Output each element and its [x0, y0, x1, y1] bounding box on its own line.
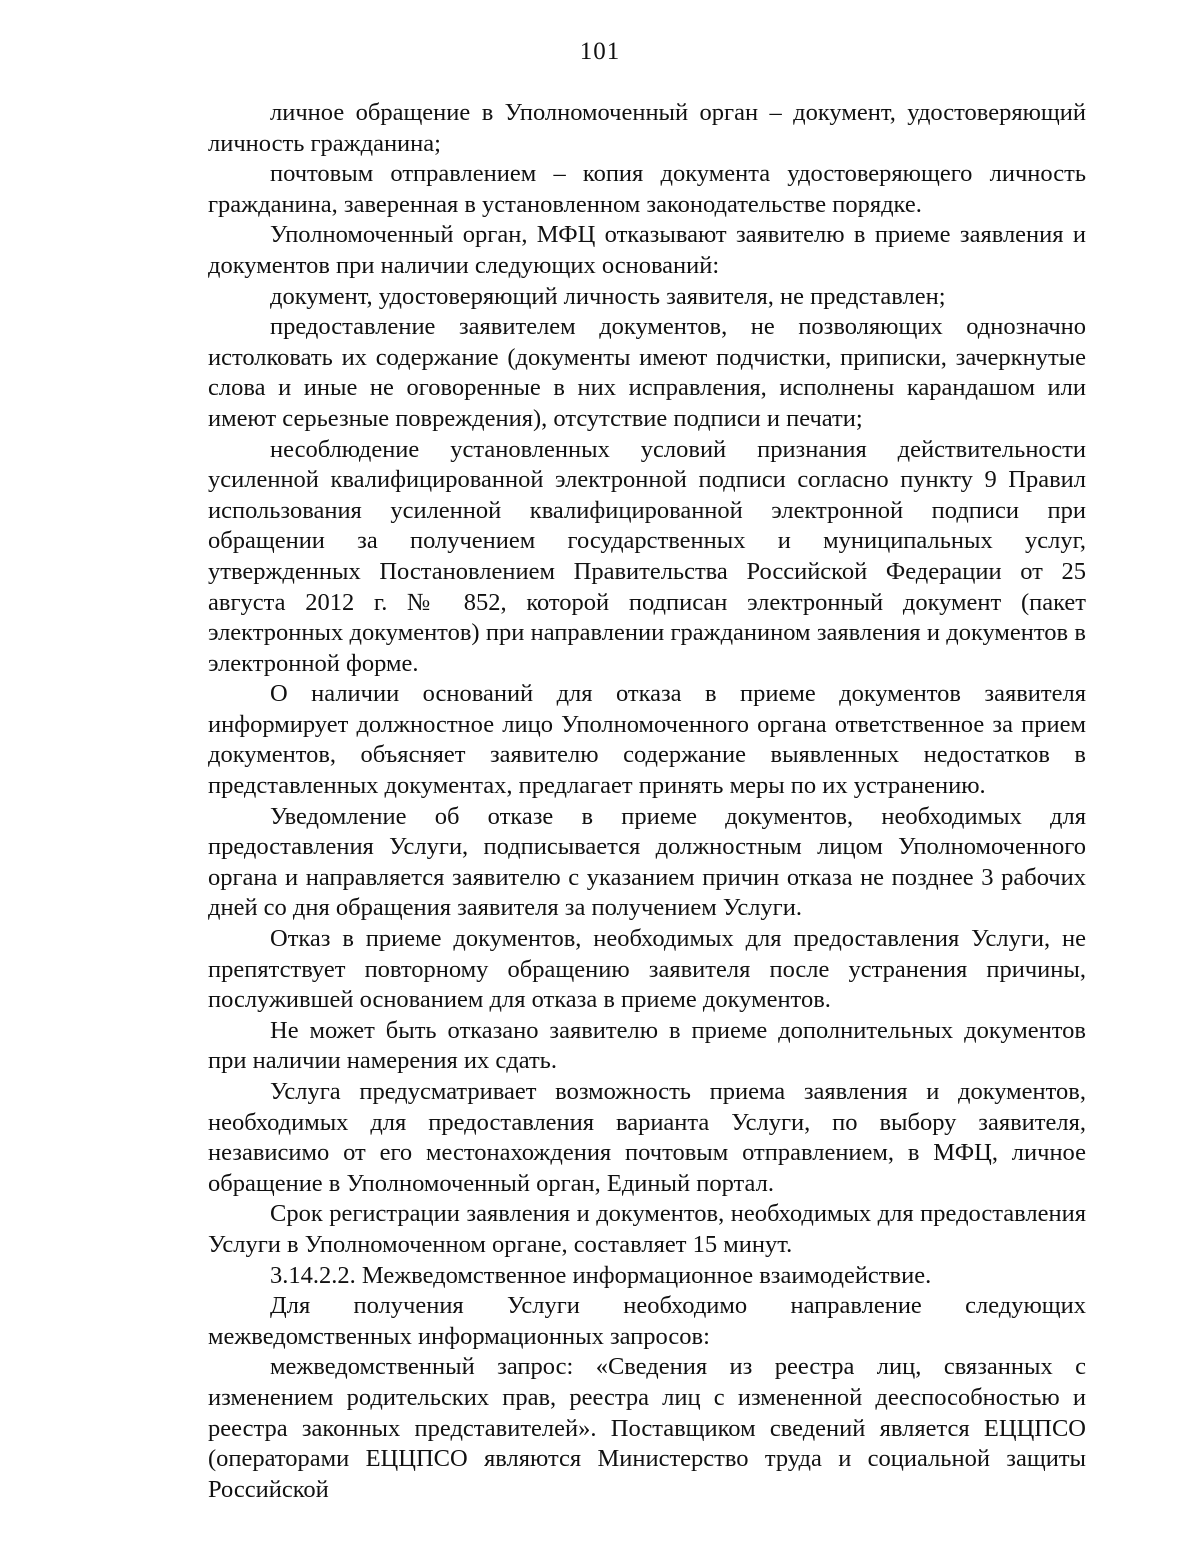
paragraph: несоблюдение установленных условий признания действительности усиленной квалифицированной электронной подписи согласно пункту 9 Правил использования усиленной квалифицированной электронной подписи при обращении за получением государственных и муниципальных услуг, утвержденных Постановлением Правительства Российской Федерации от 25 августа 2012 г. № 852, которой подписан электронный документ (пакет электронных документов) при направлении гражданином заявления и документов в электронной форме. — [208, 435, 1086, 677]
paragraph: Для получения Услуги необходимо направление следующих межведомственных информационных запросов: — [208, 1292, 1086, 1350]
paragraph: Услуга предусматривает возможность приема заявления и документов, необходимых для предоставления варианта Услуги, по выбору заявителя, независимо от его местонахождения почтовым отправлением, в МФЦ, личное обращение в Уполномоченный орган, Единый портал. — [208, 1078, 1086, 1197]
paragraph: межведомственный запрос: «Сведения из реестра лиц, связанных с изменением родительских прав, реестра лиц с измененной дееспособностью и реестра законных представителей». Поставщиком сведений является ЕЦЦПСО (операторами ЕЦЦПСО являются Министерство труда и социальной защиты Российской — [208, 1353, 1086, 1503]
paragraph: Уполномоченный орган, МФЦ отказывают заявителю в приеме заявления и документов при наличии следующих оснований: — [208, 221, 1086, 279]
paragraph: Уведомление об отказе в приеме документов, необходимых для предоставления Услуги, подписывается должностным лицом Уполномоченного органа и направляется заявителю с указанием причин отказа не позднее 3 рабочих дней со дня обращения заявителя за получением Услуги. — [208, 802, 1086, 922]
paragraph: Не может быть отказано заявителю в приеме дополнительных документов при наличии намерения их сдать. — [208, 1016, 1086, 1075]
paragraph: личное обращение в Уполномоченный орган – документ, удостоверяющий личность гражданина; — [208, 99, 1086, 157]
section-heading: 3.14.2.2. Межведомственное информационное взаимодействие. — [270, 1261, 932, 1289]
page-number: 101 — [579, 38, 621, 65]
paragraph: Отказ в приеме документов, необходимых для предоставления Услуги, не препятствует повторному обращению заявителя после устранения причины, послужившей основанием для отказа в приеме документов. — [208, 925, 1086, 1014]
paragraph: предоставление заявителем документов, не позволяющих однозначно истолковать их содержание (документы имеют подчистки, приписки, зачеркнутые слова и иные не оговоренные в них исправления, исполнены карандашом или имеют серьезные повреждения), отсутствие подписи и печати; — [208, 313, 1086, 432]
paragraph: О наличии оснований для отказа в приеме документов заявителя информирует должностное лицо Уполномоченного органа ответственное за прием документов, объясняет заявителю содержание выявленных недостатков в представленных документах, предлагает принять меры по их устранению. — [208, 680, 1086, 800]
document-body — [208, 98, 1086, 1505]
paragraph: документ, удостоверяющий личность заявителя, не представлен; — [270, 282, 946, 310]
paragraph: почтовым отправлением – копия документа удостоверяющего личность гражданина, заверенная в установленном законодательстве порядке. — [208, 160, 1086, 218]
paragraph: Срок регистрации заявления и документов, необходимых для предоставления Услуги в Уполномоченном органе, составляет 15 минут. — [208, 1200, 1086, 1258]
